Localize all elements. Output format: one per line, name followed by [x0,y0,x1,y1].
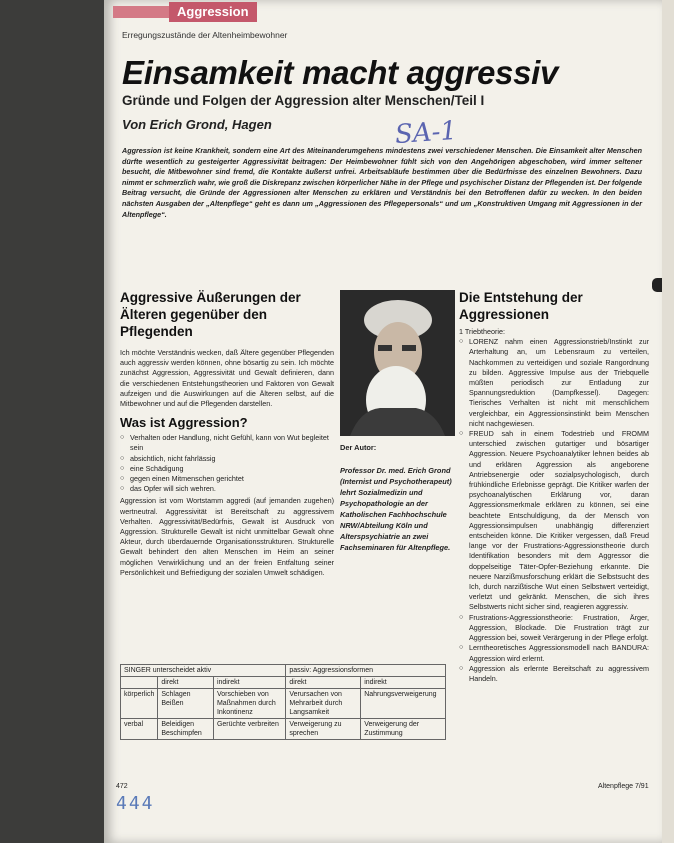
author-portrait-image [340,290,455,436]
table-cell: Schlagen Beißen [158,689,214,719]
handwritten-page-number: 444 [116,793,155,814]
col1-heading: Aggressive Äußerungen der Älteren gegenüber den Pflegenden [120,290,301,339]
col3-heading: Die Entstehung der Aggressionen [459,290,583,322]
col3-subtitle: 1 Triebtheorie: [459,327,505,336]
section-tag: Aggression [169,2,257,22]
list-item: ○ LORENZ nahm einen Aggressionstrieb/Instinkt zur Arterhaltung an, um Lebensraum zu verteilen, Nachkommen zu verteidigen und soziale Rangordnung zu bilden. Aggressive Impulse aus der Triebquelle müßten periodisch zur Entladung zur Spannungsreduktion (Dampfkessel). Dagegen: Tierisches Verhalten ist nicht mit menschlichem vergleichbar, ein Aggressionsinstinkt beim Menschen nicht nachgewiesen. [459,337,649,429]
table-cell: verbal [121,719,158,740]
list-item: ○ FREUD sah in einem Todestrieb und FROMM unterschied zwischen gutartiger und bösartiger Aggression. Neuere Psychoanalytiker lehnen beides ab und erklären Aggression als angeborene Antriebsenergie oder sozialpsychologisch, durch frühkindliche Erlebnisse geprägt. Die Kritiker warfen der psychoanalytischen Erklärung vor, daran Aggressionsmerkmale erklären zu können, sei eine beachtete Entschuldigung, da der Mensch von Aggressionsimpulsen unabhängig differenziert entscheiden könne. Die Kritiker vergessen, daß Freud lange vor der Frustrations-Aggressionstheorie durch Identifikation besonders mit dem Aggressor die doppelseitige Täter-Opfer-Beziehung erkannte. Die neuere Narzißmusforschung erklärt die Selbstsucht des Ich, durch narzißtische Wut einen Selbstwert verteidigt, verletzt und gekränkt. Menschen, die sich ihres Selbstwerts nicht sicher sind, reagieren aggressiv. [459,429,649,613]
photo-caption [340,442,452,553]
article-subtitle: Gründe und Folgen der Aggression alter Menschen/Teil I [122,93,485,108]
table-cell: körperlich [121,689,158,719]
table-cell: Nahrungsverweigerung [361,689,446,719]
table-header: indirekt [213,677,285,689]
list-item: ○ absichtlich, nicht fahrlässig [120,454,334,464]
article-author: Von Erich Grond, Hagen [122,117,272,132]
table-row [121,719,446,740]
table-row [121,689,446,719]
column-right [459,289,649,684]
col1-intro: Ich möchte Verständnis wecken, daß Ältere gegenüber Pflegenden auch aggressiv werden können, ohne bösartig zu sein. Ich möchte zunächst Aggression, Aggressivität und Gewalt definieren, dann die verschiedenen Entstehungstheorien und Faktoren von Gewalt aufzeigen und die Auswirkungen auf die Älteren selbst, auf die Mitbewohner und auf die Pflegenden darstellen. [120,348,334,409]
book-binding [0,0,104,843]
column-left [120,289,334,578]
col3-list [459,337,649,684]
section-bar [113,6,169,18]
table-cell: Verweigerung zu sprechen [286,719,361,740]
binder-clip [652,278,662,292]
col1-bullet-list [120,433,334,494]
list-item: ○ gegen einen Mitmenschen gerichtet [120,474,334,484]
handwritten-note: SA-1 [394,115,458,151]
table-title-left: SINGER unterscheidet aktiv [121,665,286,677]
list-item: ○ Lerntheoretisches Aggressionsmodell nach BANDURA: Aggression wird erlernt. [459,643,649,663]
list-item: ○ eine Schädigung [120,464,334,474]
article-lead: Aggression ist keine Krankheit, sondern eine Art des Miteinanderumgehens mindestens zwei verschiedener Menschen. Die Einsamkeit alter Menschen dürfte wesentlich zu gesteigerter Aggressivität beitragen: Der Heimbewohner fühlt sich von den Angehörigen abgeschoben, wird immer seltener besucht, die Mitbewohner sind fremd, die Kontakte äußerst unfrei. Arbeitsabläufe bestimmen über die Bedürfnisse des einzelnen Bewohners. Dazu nimmt er schmerzlich wahr, wie groß die Diskrepanz zwischen körperlicher Nähe in der Pflege und psychischer Distanz der Pflegenden ist. Der folgende Beitrag versucht, die Gründe der Aggressionen alter Menschen zu erklären und Verständnis bei den Betroffenen dafür zu wecken. In den beiden nächsten Ausgaben der „Altenpflege“ geht es dann um „Aggressionen des Pflegepersonals“ und um „Konstruktiven Umgang mit Aggressionen in der Altenpflege“. [122,146,642,219]
col1-body: Aggression ist vom Wortstamm aggredi (auf jemanden zugehen) wertneutral. Aggressivität ist Bereitschaft zu aggressivem Verhalten. Aggressivität/Bedürfnis, Gewalt ist Ausdruck von Aggression. Strukturelle Gewalt ist nicht unmittelbar Gewalt ohne Akteur, durch überdauernde Organisationsstrukturen. Strukturelle Gewalt behindert den alten Menschen im Heim an seiner möglichen Verwirklichung und an der freien Entfaltung seiner Persönlichkeit und Befriedigung der sozialen Umwelt schädigen. [120,496,334,577]
list-item: ○ das Opfer will sich wehren. [120,484,334,494]
table-header: direkt [286,677,361,689]
list-item: ○ Aggression als erlernte Bereitschaft zu aggressivem Handeln. [459,664,649,684]
table-corner [121,677,158,689]
author-photo [340,290,455,436]
list-item: ○ Frustrations-Aggressionstheorie: Frustration, Ärger, Aggression, Blockade. Die Frustration trägt zur Aggression bei, soweit Verärgerung in der Pflege erfolgt. [459,613,649,644]
aggression-forms-table [120,664,446,740]
caption-label: Der Autor: [340,443,377,452]
journal-issue: Altenpflege 7/91 [598,783,649,790]
table-cell: Vorschieben von Maßnahmen durch Inkontinenz [213,689,285,719]
table-cell: Verursachen von Mehrarbeit durch Langsamkeit [286,689,361,719]
list-item: ○ Verhalten oder Handlung, nicht Gefühl, kann von Wut begleitet sein [120,433,334,453]
article-title: Einsamkeit macht aggressiv [122,54,559,91]
table-cell: Gerüchte verbreiten [213,719,285,740]
kicker: Erregungszustände der Altenheimbewohner [122,30,288,40]
page-number: 472 [116,783,128,790]
caption-text: Professor Dr. med. Erich Grond (Internist und Psychotherapeut) lehrt Sozialmedizin und Psychopathologie an der Katholischen Fachhochschule NRW/Abteilung Köln und Alterspsychiatrie an zwei Fachseminaren für Altenpflege. [340,466,452,552]
table-cell: Beleidigen Beschimpfen [158,719,214,740]
page-edge [662,0,674,843]
table-header: direkt [158,677,214,689]
table-header: indirekt [361,677,446,689]
col1-subheading: Was ist Aggression? [120,415,248,431]
table-title-right: passiv: Aggressionsformen [286,665,446,677]
table-cell: Verweigerung der Zustimmung [361,719,446,740]
